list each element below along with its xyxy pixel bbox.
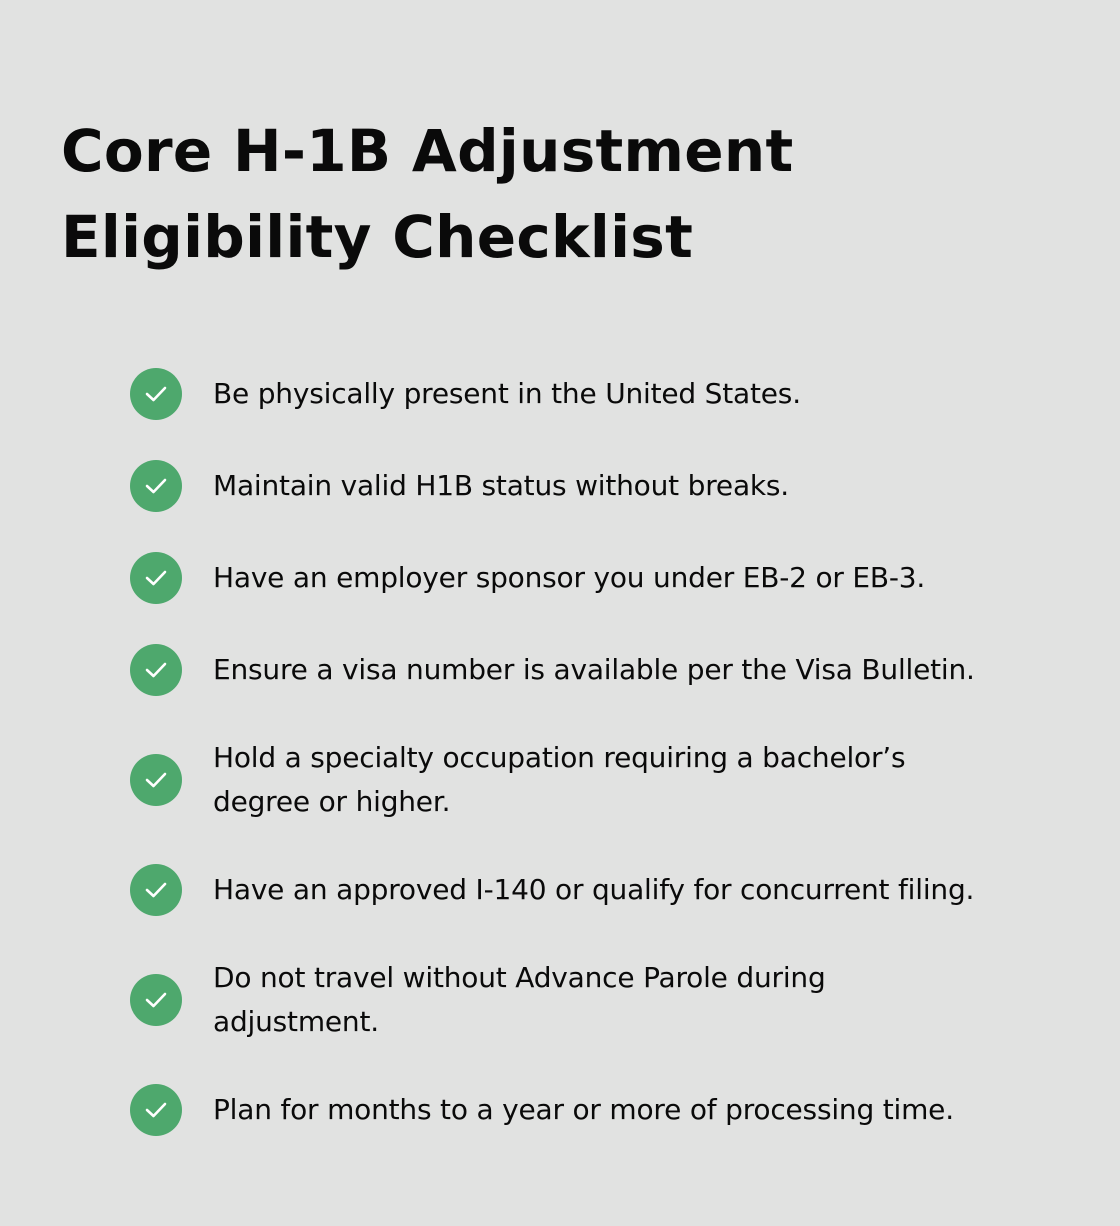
checklist-item (130, 864, 1090, 916)
checklist-item-text: Have an approved I-140 or qualify for concurrent filing. (213, 873, 975, 906)
check-circle-icon (130, 864, 182, 916)
checklist-item (130, 368, 1090, 420)
check-circle-icon (130, 644, 182, 696)
checklist-item (130, 956, 1090, 1044)
title-line-1: Core H-1B Adjustment (61, 117, 794, 185)
check-circle-icon (130, 368, 182, 420)
checklist-item-text: Maintain valid H1B status without breaks. (213, 469, 789, 502)
checklist-item-text: Plan for months to a year or more of processing time. (213, 1093, 954, 1126)
check-circle-icon (130, 552, 182, 604)
checklist-item-text: Have an employer sponsor you under EB-2 or EB-3. (213, 561, 926, 594)
check-circle-icon (130, 974, 182, 1026)
checklist-item (130, 552, 1090, 604)
checklist-item (130, 1084, 1090, 1136)
title-line-2: Eligibility Checklist (61, 203, 694, 271)
checklist-item (130, 460, 1090, 512)
check-circle-icon (130, 460, 182, 512)
checklist-item (130, 736, 1090, 824)
check-circle-icon (130, 754, 182, 806)
checklist-item-text: Ensure a visa number is available per the Visa Bulletin. (213, 653, 975, 686)
check-circle-icon (130, 1084, 182, 1136)
checklist-item-text: Hold a specialty occupation requiring a bachelor’s degree or higher. (213, 741, 906, 818)
checklist-item-text: Do not travel without Advance Parole during adjustment. (213, 961, 826, 1038)
checklist-item (130, 644, 1090, 696)
checklist-item-text: Be physically present in the United States. (213, 377, 801, 410)
page-title (61, 108, 961, 280)
